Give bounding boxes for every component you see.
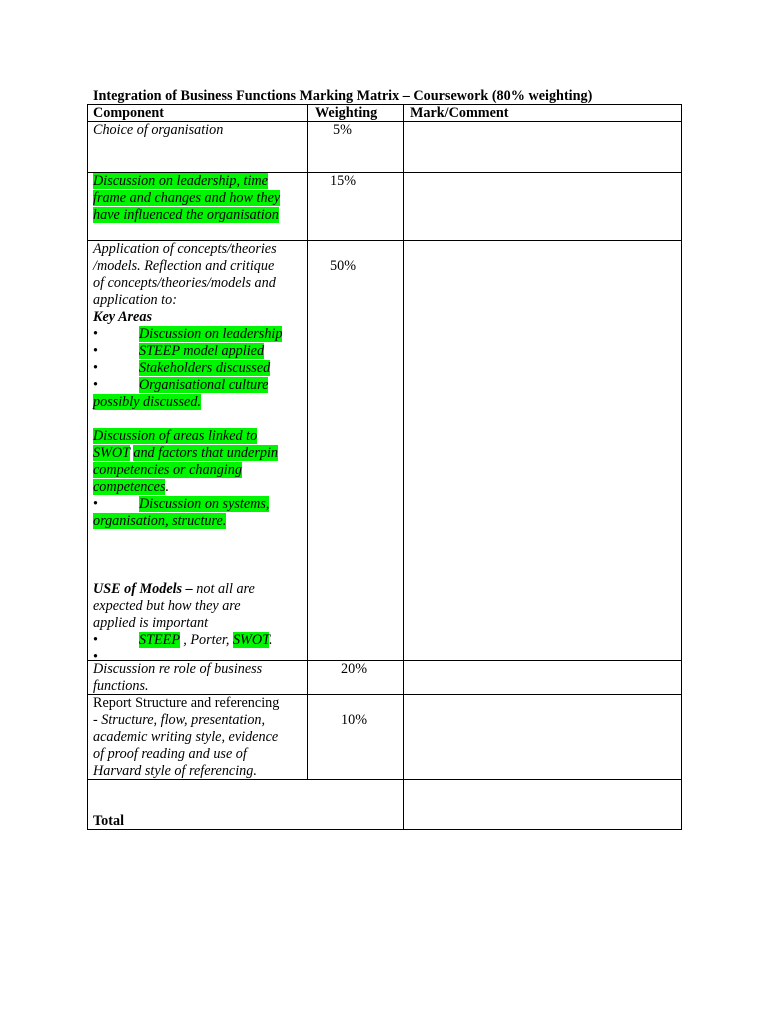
page-title: Integration of Business Functions Marking Matrix – Coursework (80% weighting) xyxy=(93,88,593,104)
row5-weighting: 10% xyxy=(341,712,368,728)
row4-component: Discussion re role of business functions. xyxy=(93,661,263,694)
row1-weighting: 5% xyxy=(333,122,352,138)
row2-component: Discussion on leadership, time frame and changes and how they have influenced the organisation xyxy=(93,173,281,223)
column-divider xyxy=(403,104,404,830)
list-item: • STEEP , Porter, SWOT. xyxy=(93,632,273,648)
row1-component: Choice of organisation xyxy=(93,122,224,138)
list-item: • Discussion on systems, xyxy=(93,496,270,512)
row5-component: Report Structure and referencing - Structure, flow, presentation, academic writing style, evidence of proof reading and use of Harvard style of referencing. xyxy=(93,695,280,779)
row3-weighting: 50% xyxy=(330,258,357,274)
row4-weighting: 20% xyxy=(341,661,368,677)
list-item: • STEEP model applied xyxy=(93,343,265,359)
total-label: Total xyxy=(93,813,125,829)
table-border-top xyxy=(87,104,682,105)
list-item: • Stakeholders discussed xyxy=(93,360,271,376)
list-item: • Discussion on leadership xyxy=(93,326,283,342)
row3-component: Application of concepts/theories /models. Reflection and critique of concepts/theories/models and application to: Key Areas • Discussion on leadership • STEEP model applied • Stakeholders discussed • Organisational culture possibly discussed. Discussion of areas linked to SWOT and factors that underpin competencies or changing competences. • Discussion on systems, organisation, structure. USE of Models – not all are expected but how they are applied is important • STEEP , Porter, SWOT. • xyxy=(93,241,283,665)
key-areas-heading: Key Areas xyxy=(93,309,152,325)
list-item: • Organisational culture xyxy=(93,377,269,393)
header-weighting: Weighting xyxy=(315,105,378,121)
row2-weighting: 15% xyxy=(330,173,357,189)
table-border-right xyxy=(681,104,682,830)
header-mark-comment: Mark/Comment xyxy=(410,105,509,121)
table-border-left xyxy=(87,104,88,830)
list-item: • xyxy=(93,649,98,665)
column-divider xyxy=(307,104,308,780)
header-component: Component xyxy=(93,105,164,121)
table-border-bottom xyxy=(87,829,682,830)
